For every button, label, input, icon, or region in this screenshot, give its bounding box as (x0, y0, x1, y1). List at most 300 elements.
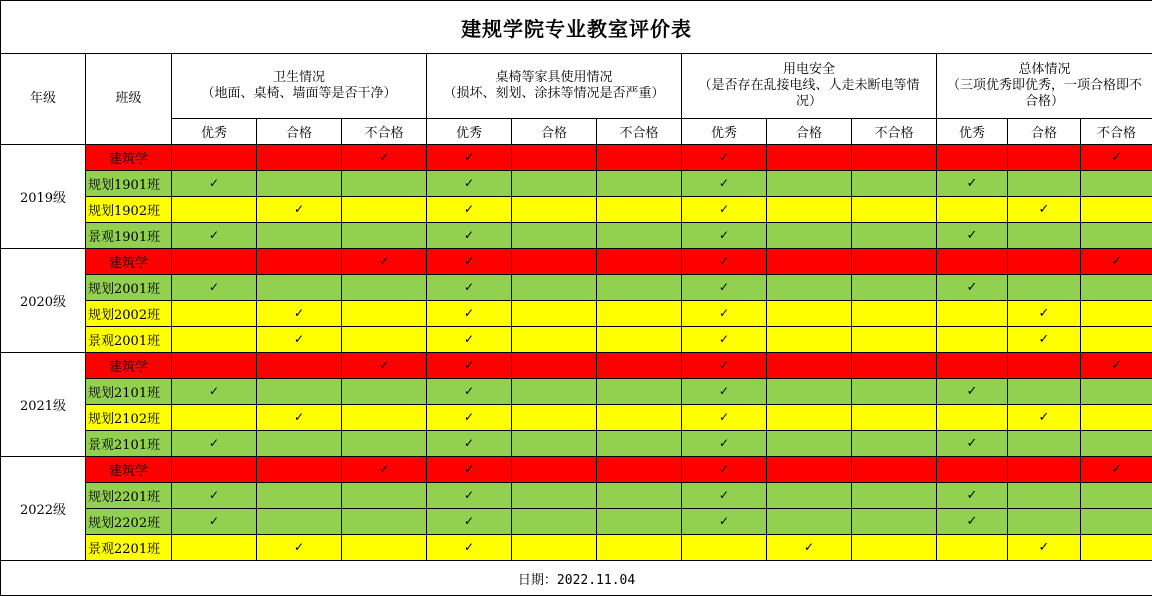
subheader-cell: 优秀 (937, 119, 1008, 145)
table-row (1, 457, 1152, 483)
rating-cell (342, 483, 427, 509)
rating-cell (342, 535, 427, 561)
subheader-cell: 合格 (767, 119, 852, 145)
rating-cell (937, 145, 1008, 171)
rating-cell (852, 301, 937, 327)
grade-cell: 2020级 (1, 249, 86, 353)
rating-cell (1008, 509, 1081, 535)
rating-cell (1081, 171, 1152, 197)
rating-cell (1081, 509, 1152, 535)
rating-cell (1008, 535, 1081, 561)
rating-cell (342, 249, 427, 275)
grade-cell: 2019级 (1, 145, 86, 249)
rating-cell (682, 275, 767, 301)
rating-cell (512, 379, 597, 405)
rating-cell (597, 457, 682, 483)
check-mark-icon: ✓ (718, 514, 730, 528)
rating-cell (427, 353, 512, 379)
rating-cell (257, 171, 342, 197)
rating-cell (1081, 457, 1152, 483)
grade-header: 年级 (1, 54, 86, 145)
check-mark-icon: ✓ (463, 150, 475, 164)
rating-cell (1008, 353, 1081, 379)
rating-cell (1081, 145, 1152, 171)
check-mark-icon: ✓ (966, 488, 978, 503)
rating-cell (937, 327, 1008, 353)
rating-cell (1008, 249, 1081, 275)
rating-cell (937, 405, 1008, 431)
check-mark-icon: ✓ (966, 176, 978, 191)
check-mark-icon: ✓ (966, 228, 978, 243)
rating-cell (597, 223, 682, 249)
rating-cell (852, 353, 937, 379)
overall-header-text: 总体情况 （三项优秀即优秀，一项合格即不合格） (947, 62, 1143, 109)
rating-cell (257, 327, 342, 353)
check-mark-icon: ✓ (1038, 202, 1050, 217)
overall-header (937, 54, 1152, 119)
electric-header-text: 用电安全 （是否存在乱接电线、人走未断电等情况） (698, 62, 920, 109)
rating-cell (342, 405, 427, 431)
subheader-cell: 合格 (1008, 119, 1081, 145)
rating-cell (1081, 483, 1152, 509)
rating-cell (682, 145, 767, 171)
check-mark-icon: ✓ (718, 384, 730, 398)
class-name-cell: 景观1901班 (86, 223, 172, 249)
rating-cell (1081, 379, 1152, 405)
rating-cell (852, 145, 937, 171)
rating-cell (597, 197, 682, 223)
rating-cell (852, 509, 937, 535)
rating-cell (172, 223, 257, 249)
rating-cell (597, 275, 682, 301)
rating-cell (172, 431, 257, 457)
rating-cell (1008, 405, 1081, 431)
rating-cell (257, 223, 342, 249)
rating-cell (257, 535, 342, 561)
rating-cell (1008, 275, 1081, 301)
rating-cell (257, 457, 342, 483)
rating-cell (682, 405, 767, 431)
rating-cell (342, 353, 427, 379)
rating-cell (852, 405, 937, 431)
check-mark-icon: ✓ (208, 488, 220, 502)
rating-cell (172, 379, 257, 405)
rating-cell (1081, 535, 1152, 561)
check-mark-icon: ✓ (966, 384, 978, 399)
rating-cell (427, 535, 512, 561)
rating-cell (597, 483, 682, 509)
check-mark-icon: ✓ (463, 176, 475, 190)
rating-cell (937, 509, 1008, 535)
subheader-cell: 合格 (512, 119, 597, 145)
check-mark-icon: ✓ (1111, 254, 1123, 269)
rating-cell (937, 535, 1008, 561)
rating-cell (852, 249, 937, 275)
rating-cell (767, 431, 852, 457)
check-mark-icon: ✓ (966, 436, 978, 451)
class-name-cell: 规划2201班 (86, 483, 172, 509)
check-mark-icon: ✓ (208, 436, 220, 450)
check-mark-icon: ✓ (463, 202, 475, 216)
rating-cell (1081, 249, 1152, 275)
subheader-cell: 不合格 (597, 119, 682, 145)
check-mark-icon: ✓ (463, 488, 475, 502)
rating-cell (512, 301, 597, 327)
class-name-cell: 建筑学 (86, 353, 172, 379)
rating-cell (767, 301, 852, 327)
subheader-cell: 不合格 (342, 119, 427, 145)
check-mark-icon: ✓ (1038, 410, 1050, 425)
table-row (1, 171, 1152, 197)
class-name-cell: 规划2001班 (86, 275, 172, 301)
rating-cell (597, 405, 682, 431)
rating-cell (427, 145, 512, 171)
check-mark-icon: ✓ (718, 462, 730, 476)
rating-cell (342, 431, 427, 457)
check-mark-icon: ✓ (1038, 540, 1050, 555)
rating-cell (937, 171, 1008, 197)
rating-cell (342, 197, 427, 223)
check-mark-icon: ✓ (463, 462, 475, 476)
rating-cell (172, 171, 257, 197)
check-mark-icon: ✓ (718, 332, 730, 346)
check-mark-icon: ✓ (718, 202, 730, 216)
rating-cell (767, 197, 852, 223)
table-row (1, 197, 1152, 223)
rating-cell (1081, 223, 1152, 249)
class-header: 班级 (86, 54, 172, 145)
rating-cell (852, 483, 937, 509)
class-name-cell: 规划1901班 (86, 171, 172, 197)
check-mark-icon: ✓ (293, 202, 305, 216)
rating-cell (342, 509, 427, 535)
rating-cell (937, 275, 1008, 301)
rating-cell (682, 197, 767, 223)
rating-cell (682, 327, 767, 353)
rating-cell (172, 145, 257, 171)
rating-cell (682, 483, 767, 509)
check-mark-icon: ✓ (208, 384, 220, 398)
check-mark-icon: ✓ (1038, 306, 1050, 321)
class-name-cell: 规划2101班 (86, 379, 172, 405)
class-name-cell: 规划2002班 (86, 301, 172, 327)
rating-cell (172, 353, 257, 379)
table-row (1, 405, 1152, 431)
rating-cell (937, 457, 1008, 483)
class-name-cell: 规划2202班 (86, 509, 172, 535)
rating-cell (427, 405, 512, 431)
rating-cell (682, 171, 767, 197)
check-mark-icon: ✓ (208, 176, 220, 190)
rating-cell (852, 197, 937, 223)
rating-cell (427, 301, 512, 327)
table-row (1, 353, 1152, 379)
rating-cell (512, 145, 597, 171)
rating-cell (852, 379, 937, 405)
check-mark-icon: ✓ (463, 410, 475, 424)
rating-cell (427, 457, 512, 483)
subheader-cell: 合格 (257, 119, 342, 145)
subheader-cell: 优秀 (427, 119, 512, 145)
rating-cell (767, 249, 852, 275)
rating-cell (1081, 327, 1152, 353)
rating-cell (1008, 379, 1081, 405)
rating-cell (427, 431, 512, 457)
check-mark-icon: ✓ (208, 514, 220, 528)
table-row (1, 535, 1152, 561)
check-mark-icon: ✓ (463, 514, 475, 528)
rating-cell (937, 301, 1008, 327)
check-mark-icon: ✓ (463, 280, 475, 294)
rating-cell (1008, 197, 1081, 223)
rating-cell (427, 197, 512, 223)
check-mark-icon: ✓ (463, 306, 475, 320)
rating-cell (767, 145, 852, 171)
rating-cell (512, 249, 597, 275)
rating-cell (767, 457, 852, 483)
rating-cell (682, 379, 767, 405)
class-name-cell: 景观2201班 (86, 535, 172, 561)
rating-cell (597, 509, 682, 535)
check-mark-icon: ✓ (718, 176, 730, 190)
table-row (1, 275, 1152, 301)
rating-cell (1008, 301, 1081, 327)
rating-cell (937, 197, 1008, 223)
table-row (1, 223, 1152, 249)
rating-cell (682, 353, 767, 379)
rating-cell (597, 145, 682, 171)
check-mark-icon: ✓ (463, 228, 475, 242)
rating-cell (682, 431, 767, 457)
rating-cell (1008, 431, 1081, 457)
rating-cell (512, 483, 597, 509)
subheader-cell: 不合格 (1081, 119, 1152, 145)
rating-cell (172, 275, 257, 301)
rating-cell (937, 223, 1008, 249)
rating-cell (682, 457, 767, 483)
check-mark-icon: ✓ (803, 540, 815, 554)
rating-cell (937, 353, 1008, 379)
rating-cell (852, 535, 937, 561)
table-row (1, 431, 1152, 457)
table-row (1, 483, 1152, 509)
check-mark-icon: ✓ (718, 150, 730, 164)
rating-cell (1008, 145, 1081, 171)
rating-cell (852, 223, 937, 249)
rating-cell (852, 171, 937, 197)
rating-cell (767, 405, 852, 431)
rating-cell (512, 275, 597, 301)
table-row (1, 301, 1152, 327)
rating-cell (512, 171, 597, 197)
rating-cell (342, 171, 427, 197)
rating-cell (257, 197, 342, 223)
check-mark-icon: ✓ (208, 228, 220, 242)
rating-cell (512, 405, 597, 431)
check-mark-icon: ✓ (378, 462, 390, 476)
rating-cell (597, 431, 682, 457)
rating-cell (1081, 301, 1152, 327)
rating-cell (427, 275, 512, 301)
check-mark-icon: ✓ (463, 384, 475, 398)
rating-cell (257, 431, 342, 457)
rating-cell (172, 301, 257, 327)
rating-cell (427, 509, 512, 535)
rating-cell (172, 249, 257, 275)
rating-cell (852, 457, 937, 483)
rating-cell (597, 535, 682, 561)
rating-cell (342, 301, 427, 327)
rating-cell (1008, 483, 1081, 509)
rating-cell (682, 301, 767, 327)
check-mark-icon: ✓ (293, 332, 305, 346)
electric-header (682, 54, 937, 119)
rating-cell (937, 483, 1008, 509)
rating-cell (257, 301, 342, 327)
rating-cell (852, 327, 937, 353)
rating-cell (937, 431, 1008, 457)
table-row (1, 509, 1152, 535)
check-mark-icon: ✓ (718, 306, 730, 320)
rating-cell (257, 379, 342, 405)
rating-cell (512, 457, 597, 483)
class-name-cell: 建筑学 (86, 145, 172, 171)
check-mark-icon: ✓ (378, 254, 390, 268)
rating-cell (682, 249, 767, 275)
check-mark-icon: ✓ (463, 436, 475, 450)
rating-cell (512, 509, 597, 535)
rating-cell (257, 483, 342, 509)
rating-cell (767, 353, 852, 379)
grade-cell: 2022级 (1, 457, 86, 561)
rating-cell (427, 223, 512, 249)
rating-cell (172, 405, 257, 431)
check-mark-icon: ✓ (378, 150, 390, 164)
rating-cell (427, 249, 512, 275)
rating-cell (597, 353, 682, 379)
footer-date: 日期：2022.11.04 (1, 561, 1152, 596)
subheader-cell: 不合格 (852, 119, 937, 145)
table-row (1, 327, 1152, 353)
rating-cell (1081, 431, 1152, 457)
rating-cell (767, 223, 852, 249)
rating-cell (427, 379, 512, 405)
subheader-cell: 优秀 (172, 119, 257, 145)
check-mark-icon: ✓ (208, 280, 220, 294)
rating-cell (512, 431, 597, 457)
rating-cell (937, 249, 1008, 275)
rating-cell (257, 249, 342, 275)
rating-cell (342, 223, 427, 249)
check-mark-icon: ✓ (718, 228, 730, 242)
rating-cell (512, 327, 597, 353)
rating-cell (172, 535, 257, 561)
check-mark-icon: ✓ (718, 358, 730, 372)
rating-cell (172, 457, 257, 483)
class-name-cell: 景观2001班 (86, 327, 172, 353)
rating-cell (257, 275, 342, 301)
rating-cell (257, 353, 342, 379)
grade-cell: 2021级 (1, 353, 86, 457)
rating-cell (682, 509, 767, 535)
rating-cell (172, 509, 257, 535)
check-mark-icon: ✓ (1111, 150, 1123, 165)
rating-cell (852, 431, 937, 457)
check-mark-icon: ✓ (463, 254, 475, 268)
hygiene-header (172, 54, 427, 119)
class-name-cell: 规划1902班 (86, 197, 172, 223)
check-mark-icon: ✓ (463, 358, 475, 372)
rating-cell (257, 405, 342, 431)
check-mark-icon: ✓ (718, 488, 730, 502)
check-mark-icon: ✓ (293, 306, 305, 320)
check-mark-icon: ✓ (966, 280, 978, 295)
rating-cell (597, 327, 682, 353)
rating-cell (1008, 457, 1081, 483)
rating-cell (172, 197, 257, 223)
rating-cell (852, 275, 937, 301)
class-name-cell: 规划2102班 (86, 405, 172, 431)
check-mark-icon: ✓ (293, 540, 305, 554)
rating-cell (1008, 223, 1081, 249)
page-title: 建规学院专业教室评价表 (1, 1, 1152, 54)
rating-cell (342, 457, 427, 483)
rating-cell (767, 379, 852, 405)
rating-cell (767, 535, 852, 561)
check-mark-icon: ✓ (718, 410, 730, 424)
check-mark-icon: ✓ (463, 540, 475, 554)
rating-cell (1081, 275, 1152, 301)
rating-cell (512, 197, 597, 223)
rating-cell (512, 535, 597, 561)
check-mark-icon: ✓ (1038, 332, 1050, 347)
furniture-header (427, 54, 682, 119)
rating-cell (597, 249, 682, 275)
rating-cell (342, 145, 427, 171)
rating-cell (342, 275, 427, 301)
rating-cell (767, 275, 852, 301)
table-row (1, 145, 1152, 171)
rating-cell (342, 379, 427, 405)
check-mark-icon: ✓ (718, 436, 730, 450)
rating-cell (257, 509, 342, 535)
rating-cell (767, 171, 852, 197)
check-mark-icon: ✓ (463, 332, 475, 346)
rating-cell (1008, 171, 1081, 197)
class-name-cell: 建筑学 (86, 457, 172, 483)
check-mark-icon: ✓ (718, 254, 730, 268)
hygiene-header-text: 卫生情况 （地面、桌椅、墙面等是否干净） (201, 70, 397, 101)
rating-cell (427, 483, 512, 509)
rating-cell (1008, 327, 1081, 353)
furniture-header-text: 桌椅等家具使用情况 （损坏、刻划、涂抹等情况是否严重） (443, 70, 665, 101)
rating-cell (682, 535, 767, 561)
rating-cell (342, 327, 427, 353)
rating-cell (597, 379, 682, 405)
check-mark-icon: ✓ (1111, 358, 1123, 373)
rating-cell (172, 327, 257, 353)
check-mark-icon: ✓ (718, 280, 730, 294)
rating-cell (767, 509, 852, 535)
rating-cell (597, 301, 682, 327)
table-row (1, 379, 1152, 405)
rating-cell (512, 353, 597, 379)
check-mark-icon: ✓ (378, 358, 390, 372)
rating-cell (767, 483, 852, 509)
rating-cell (937, 379, 1008, 405)
rating-cell (427, 327, 512, 353)
rating-cell (257, 145, 342, 171)
